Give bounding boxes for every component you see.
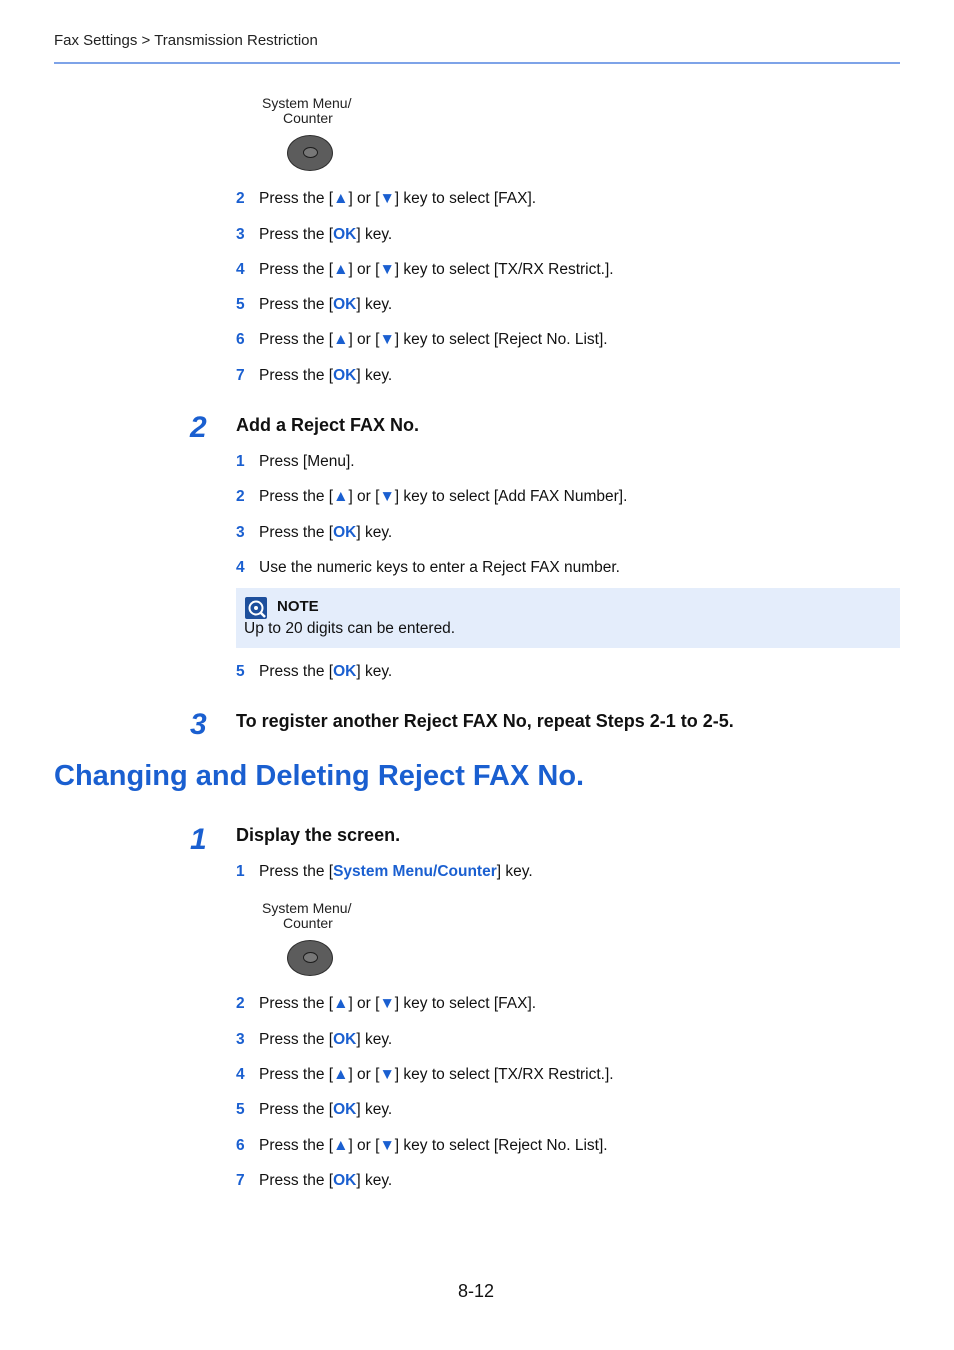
up-arrow-icon: ▲ xyxy=(333,261,349,278)
list-item: 2 Press the [▲] or [▼] key to select [Add FAX Number]. xyxy=(236,488,628,505)
list-item: 2 Press the [▲] or [▼] key to select [FAX]. xyxy=(236,190,537,207)
list-item: 5 Press the [OK] key. xyxy=(236,663,393,680)
up-arrow-icon: ▲ xyxy=(333,1137,349,1154)
up-arrow-icon: ▲ xyxy=(333,995,349,1012)
key-caption-line1: System Menu/ xyxy=(262,95,352,111)
key-caption xyxy=(262,96,372,126)
down-arrow-icon: ▼ xyxy=(379,1066,395,1083)
ok-key-label: OK xyxy=(333,1172,357,1189)
key-caption-line2: Counter xyxy=(283,915,333,931)
step-heading: To register another Reject FAX No, repeat Steps 2-1 to 2-5. xyxy=(236,711,734,731)
step-heading: Add a Reject FAX No. xyxy=(236,415,420,435)
down-arrow-icon: ▼ xyxy=(379,488,395,505)
note-body: Up to 20 digits can be entered. xyxy=(244,620,456,637)
list-item: 5 Press the [OK] key. xyxy=(236,1101,393,1118)
up-arrow-icon: ▲ xyxy=(333,1066,349,1083)
list-item: 5 Press the [OK] key. xyxy=(236,296,393,313)
list-item: 4 Press the [▲] or [▼] key to select [TX/RX Restrict.]. xyxy=(236,1066,614,1083)
system-menu-key-icon xyxy=(287,135,333,171)
ok-key-label: OK xyxy=(333,226,357,243)
list-item: 7 Press the [OK] key. xyxy=(236,1172,393,1189)
note-title: NOTE xyxy=(277,598,319,615)
header-divider xyxy=(54,62,900,64)
step-number: 3 xyxy=(190,708,207,741)
note-box xyxy=(236,588,900,648)
ok-key-label: OK xyxy=(333,367,357,384)
up-arrow-icon: ▲ xyxy=(333,331,349,348)
step-number: 1 xyxy=(190,823,207,856)
list-item: 3 Press the [OK] key. xyxy=(236,524,393,541)
ok-key-label: OK xyxy=(333,296,357,313)
list-item: 4 Use the numeric keys to enter a Reject FAX number. xyxy=(236,559,620,576)
down-arrow-icon: ▼ xyxy=(379,190,395,207)
down-arrow-icon: ▼ xyxy=(379,1137,395,1154)
list-item: 6 Press the [▲] or [▼] key to select [Reject No. List]. xyxy=(236,1137,608,1154)
list-item: 3 Press the [OK] key. xyxy=(236,1031,393,1048)
list-item: 1 Press [Menu]. xyxy=(236,453,355,470)
breadcrumb: Fax Settings > Transmission Restriction xyxy=(54,32,318,49)
system-menu-key-illustration xyxy=(262,96,372,126)
section-title: Changing and Deleting Reject FAX No. xyxy=(54,760,585,792)
list-item: 6 Press the [▲] or [▼] key to select [Reject No. List]. xyxy=(236,331,608,348)
key-caption xyxy=(262,901,372,931)
system-menu-key-icon xyxy=(287,940,333,976)
key-caption-line1: System Menu/ xyxy=(262,900,352,916)
up-arrow-icon: ▲ xyxy=(333,190,349,207)
up-arrow-icon: ▲ xyxy=(333,488,349,505)
note-icon xyxy=(245,597,267,619)
list-item: 3 Press the [OK] key. xyxy=(236,226,393,243)
step-heading: Display the screen. xyxy=(236,825,401,845)
step-number: 2 xyxy=(190,411,207,444)
list-item: 4 Press the [▲] or [▼] key to select [TX/RX Restrict.]. xyxy=(236,261,614,278)
ok-key-label: OK xyxy=(333,1031,357,1048)
ok-key-label: OK xyxy=(333,524,357,541)
list-item: 1 Press the [System Menu/Counter] key. xyxy=(236,863,533,880)
down-arrow-icon: ▼ xyxy=(379,261,395,278)
down-arrow-icon: ▼ xyxy=(379,995,395,1012)
system-menu-key-label: System Menu/Counter xyxy=(333,863,497,880)
list-item: 7 Press the [OK] key. xyxy=(236,367,393,384)
list-item: 2 Press the [▲] or [▼] key to select [FAX]. xyxy=(236,995,537,1012)
system-menu-key-illustration xyxy=(262,901,372,931)
down-arrow-icon: ▼ xyxy=(379,331,395,348)
ok-key-label: OK xyxy=(333,1101,357,1118)
ok-key-label: OK xyxy=(333,663,357,680)
key-caption-line2: Counter xyxy=(283,110,333,126)
page-number: 8-12 xyxy=(458,1281,495,1301)
